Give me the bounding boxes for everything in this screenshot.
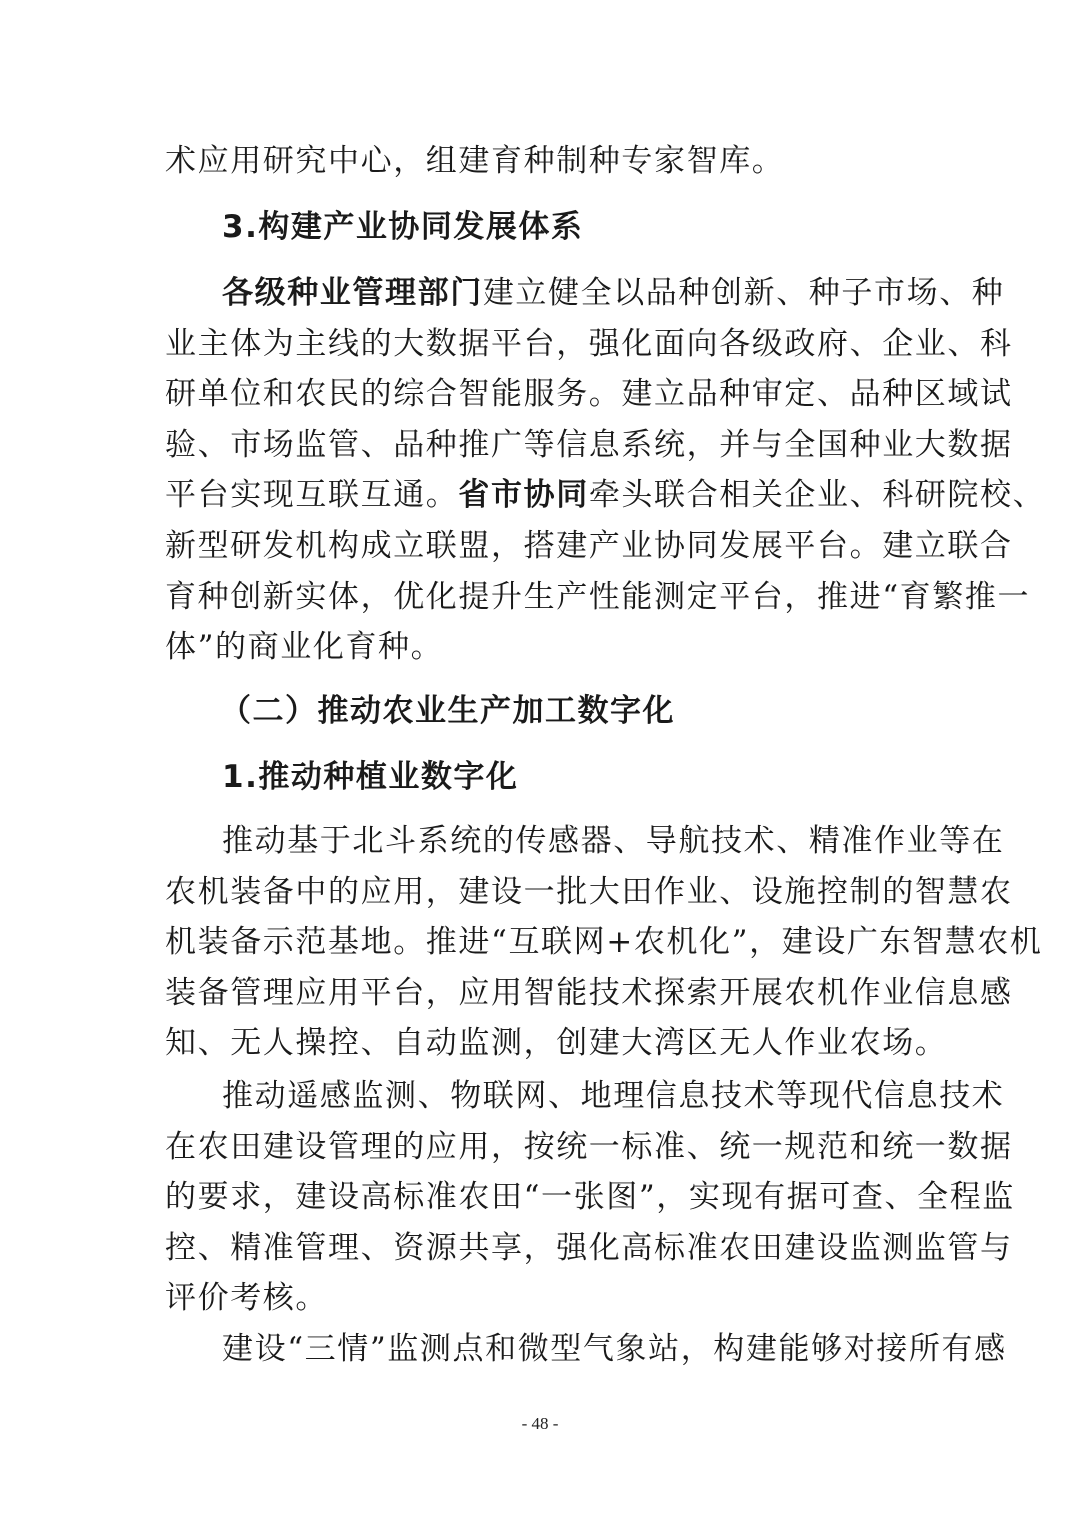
section-heading-digitalization: （二）推动农业生产加工数字化: [220, 693, 675, 729]
paragraph-beidou: [165, 816, 1043, 1069]
subheading-planting-digitalization: 1.推动种植业数字化: [222, 759, 519, 795]
paragraph-line: 各级种业管理部门建立健全以品种创新、种子市场、种: [222, 275, 1005, 311]
paragraph-remote-sensing: [165, 1071, 1015, 1324]
paragraph-line: 育种创新实体，优化提升生产性能测定平台，推进“育繁推一: [165, 578, 1031, 615]
paragraph-line: 体”的商业化育种。: [165, 629, 444, 666]
paragraph-line: 新型研发机构成立联盟，搭建产业协同发展平台。建立联合: [165, 527, 1013, 564]
paragraph-seed-platform: [165, 268, 1046, 673]
paragraph-line: 知、无人操控、自动监测，创建大湾区无人作业农场。: [165, 1025, 948, 1062]
continuation-paragraph: [165, 136, 917, 187]
paragraph-line: 在农田建设管理的应用，按统一标准、统一规范和统一数据: [165, 1128, 1013, 1165]
paragraph-line: 机装备示范基地。推进“互联网+农机化”，建设广东智慧农机: [165, 924, 1043, 961]
page-number: - 48 -: [521, 1414, 559, 1433]
paragraph-line: 平台实现互联互通。省市协同牵头联合相关企业、科研院校、: [165, 477, 1046, 514]
paragraph-line: 建设“三情”监测点和微型气象站，构建能够对接所有感: [222, 1331, 1007, 1367]
paragraph-line: 的要求，建设高标准农田“一张图”，实现有据可查、全程监: [165, 1179, 1015, 1216]
subheading-industry-synergy: 3.构建产业协同发展体系: [222, 209, 584, 245]
paragraph-line: 研单位和农民的综合智能服务。建立品种审定、品种区域试: [165, 376, 1013, 413]
paragraph-line: 业主体为主线的大数据平台，强化面向各级政府、企业、科: [165, 325, 1013, 362]
bold-inline-phrase: 省市协同: [458, 477, 589, 514]
paragraph-line: 推动遥感监测、物联网、地理信息技术等现代信息技术: [222, 1078, 1005, 1114]
paragraph-line: 验、市场监管、品种推广等信息系统，并与全国种业大数据: [165, 426, 1013, 463]
paragraph-line: 推动基于北斗系统的传感器、导航技术、精准作业等在: [222, 823, 1005, 859]
paragraph-line: 控、精准管理、资源共享，强化高标准农田建设监测监管与: [165, 1229, 1013, 1266]
bold-lead-phrase: 各级种业管理部门: [222, 275, 483, 311]
paragraph-line: 农机装备中的应用，建设一批大田作业、设施控制的智慧农: [165, 873, 1013, 910]
paragraph-weather-station: [165, 1324, 1007, 1375]
paragraph-line: 装备管理应用平台，应用智能技术探索开展农机作业信息感: [165, 974, 1013, 1011]
paragraph-line: 评价考核。: [165, 1280, 328, 1317]
paragraph-line: 术应用研究中心，组建育种制种专家智库。: [165, 143, 785, 179]
